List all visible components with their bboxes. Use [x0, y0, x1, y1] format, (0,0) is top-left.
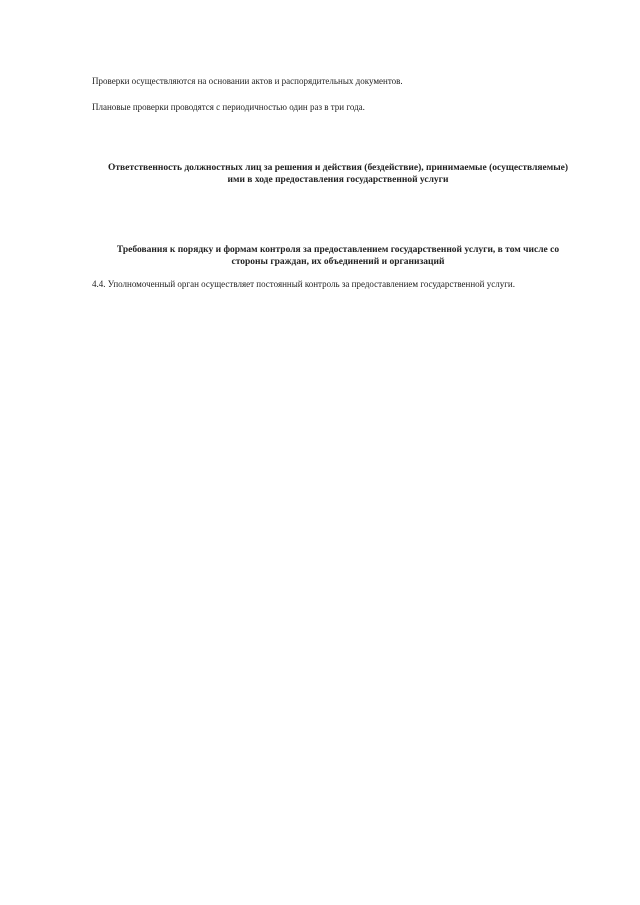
paragraph-applicant-informed: [70, 317, 606, 329]
heading-control-requirements: Требования к порядку и формам контроля за предоставлением государственной услуги, в том числе со стороны граждан, их объединений и организаций: [116, 245, 560, 267]
paragraph-applicant-consent: [70, 343, 606, 355]
paragraph-unplanned-inspections: [70, 114, 606, 126]
paragraph-applicant-refusal: [70, 330, 606, 342]
paragraph-4-4-1: [70, 304, 606, 316]
paragraph-officials-list: [70, 222, 606, 234]
paragraph-4-2: [70, 62, 606, 74]
paragraph-inspection-directions: [70, 127, 606, 139]
paragraph-inspections-basis: Проверки осуществляются на основании актов и распорядительных документов.: [92, 76, 403, 86]
paragraph-planned-inspections: Плановые проверки проводятся с периодичностью один раз в три года.: [92, 102, 365, 112]
paragraph-analysis: [70, 291, 606, 303]
heading-responsibility: Ответственность должностных лиц за решения и действия (бездействие), принимаемые (осуществляемые) ими в ходе предоставления государственной услуги: [107, 163, 569, 185]
paragraph-4-4: 4.4. Уполномоченный орган осуществляет постоянный контроль за предоставлением государственной услуги.: [92, 279, 515, 289]
paragraph-inspection-purpose: [70, 140, 606, 152]
paragraph-4-3: [70, 196, 606, 208]
paragraph-inspections-types: [70, 88, 606, 100]
paragraph-personal-responsibility: [70, 209, 606, 221]
